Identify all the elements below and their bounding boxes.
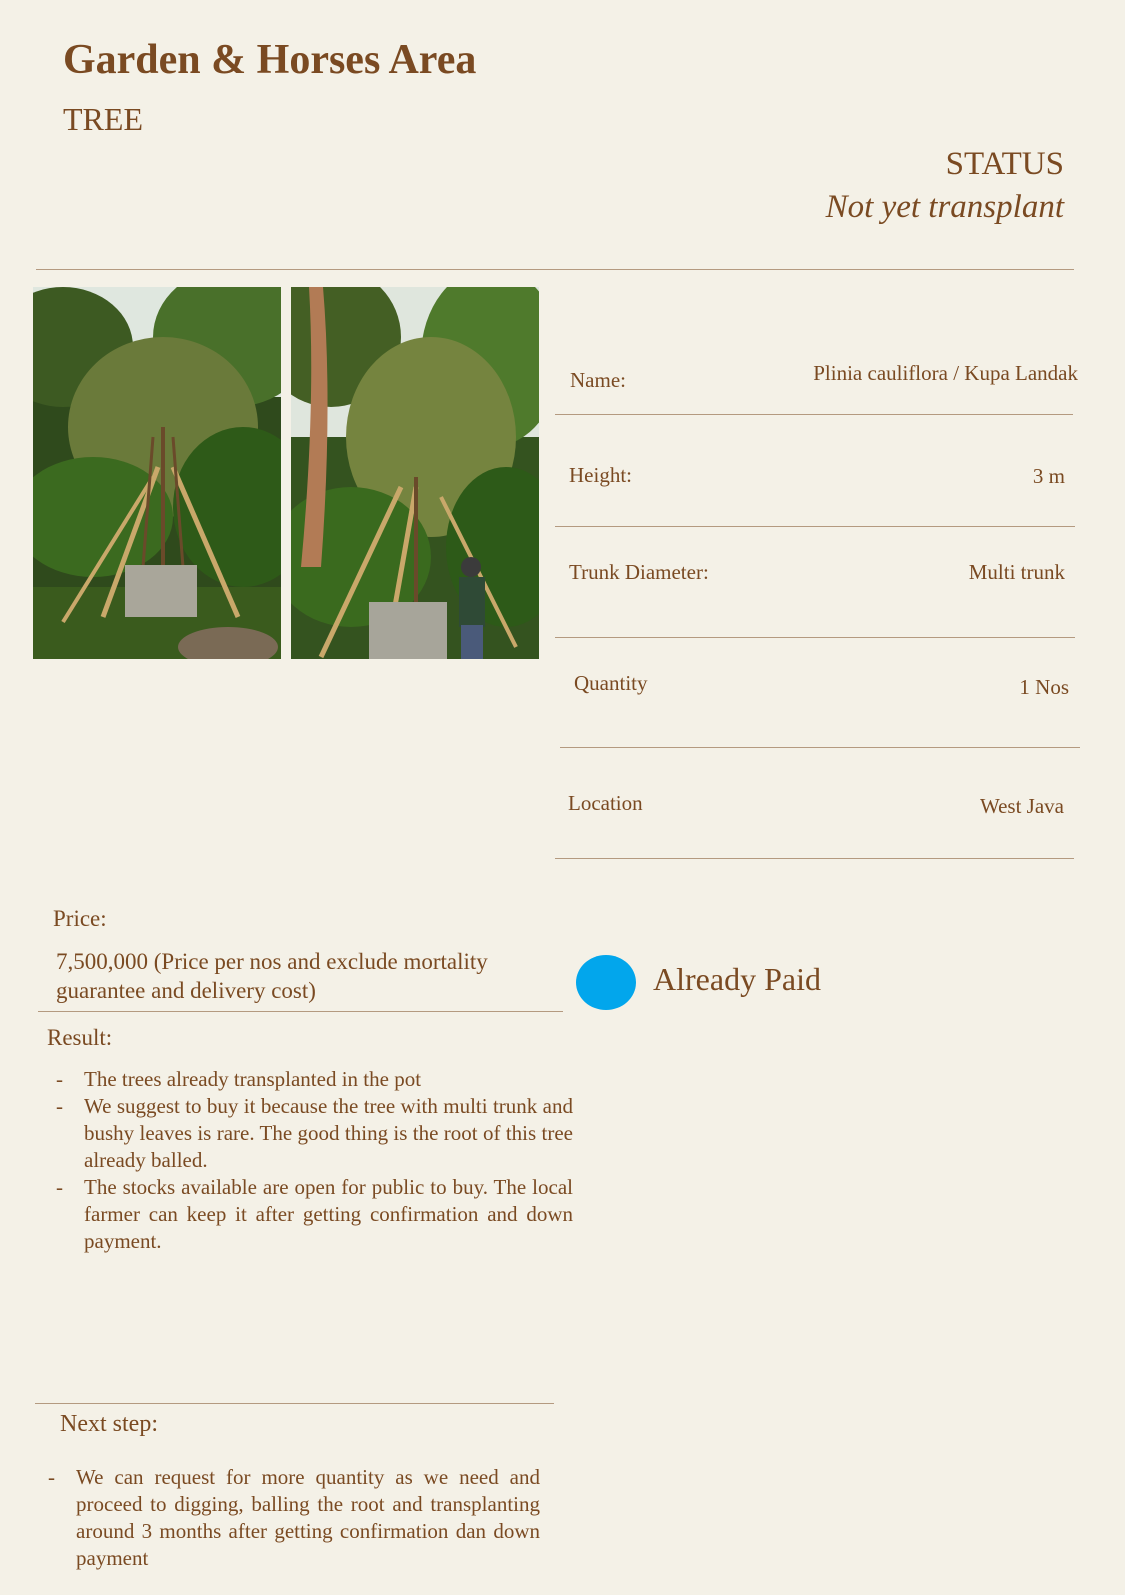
spec-divider [555, 414, 1073, 415]
spec-divider [555, 637, 1075, 638]
name-value: Plinia cauliflora / Kupa Landak [813, 361, 1078, 385]
quantity-value: 1 Nos [1019, 675, 1069, 699]
name-label: Name: [570, 368, 626, 392]
category-label: TREE [63, 101, 143, 137]
page-title: Garden & Horses Area [63, 37, 477, 83]
next-step-list [48, 1464, 540, 1572]
next-step-label: Next step: [60, 1411, 158, 1437]
height-value: 3 m [1032, 464, 1065, 488]
list-item: - The stocks available are open for public to buy. The local farmer can keep it after getting confirmation and down payment. [56, 1174, 573, 1255]
quantity-label: Quantity [574, 671, 648, 695]
spec-divider [555, 526, 1075, 527]
price-value: 7,500,000 (Price per nos and exclude mortality guarantee and delivery cost) [56, 949, 488, 1003]
status-value: Not yet transplant [825, 189, 1064, 225]
result-label: Result: [47, 1025, 113, 1050]
paid-status-label: Already Paid [653, 961, 821, 997]
price-label: Price: [53, 906, 107, 931]
trunk-diameter-value: Multi trunk [968, 560, 1065, 584]
price-divider [38, 1011, 563, 1012]
list-item: - We suggest to buy it because the tree with multi trunk and bushy leaves is rare. The good thing is the root of this tree already balled. [56, 1093, 573, 1174]
list-item: - The trees already transplanted in the pot [56, 1066, 573, 1093]
status-heading: STATUS [945, 146, 1064, 182]
location-label: Location [568, 791, 643, 815]
location-value: West Java [979, 794, 1064, 818]
spec-divider [560, 747, 1080, 748]
tree-photo-2 [291, 287, 539, 659]
result-list [56, 1066, 573, 1255]
height-label: Height: [569, 463, 632, 487]
next-step-divider [35, 1403, 554, 1404]
tree-photo-1 [33, 287, 281, 659]
spec-divider [555, 858, 1074, 859]
paid-status-dot [576, 955, 636, 1010]
list-item: - We can request for more quantity as we need and proceed to digging, balling the root and transplanting around 3 months after getting confirmation dan down payment [48, 1464, 540, 1572]
header-divider [36, 269, 1074, 270]
trunk-diameter-label: Trunk Diameter: [569, 560, 709, 584]
